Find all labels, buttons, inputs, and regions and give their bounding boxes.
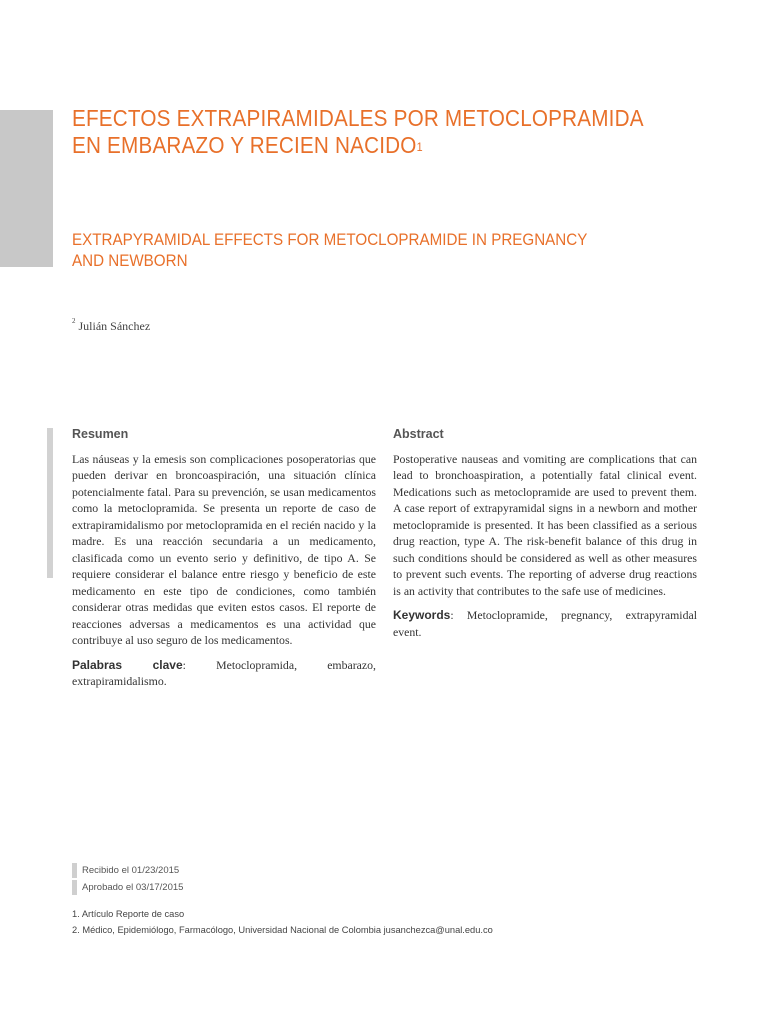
- title-spanish-text: EFECTOS EXTRAPIRAMIDALES POR METOCLOPRAMIDA EN EMBARAZO Y RECIEN NACIDO: [72, 105, 643, 158]
- received-date: Recibido el 01/23/2015: [72, 862, 183, 879]
- resumen-heading: Resumen: [72, 427, 129, 441]
- approved-date: Aprobado el 03/17/2015: [72, 879, 183, 896]
- abstract-body: Postoperative nauseas and vomiting are complications that can lead to bronchoaspiration, a potentially fatal clinical event. Medications such as metoclopramide are used to prevent them. A case report of extrapyramidal signs in a newborn and mother metoclopramide is presented. It has been classified as a serious drug reaction, type A. The risk-benefit balance of this drug in such conditions should be considered as well as other measures to prevent such events. The reporting of adverse drug reactions is an activity that contributes to the safe use of medicines.: [393, 451, 697, 598]
- footnotes: [72, 906, 493, 938]
- author-footnote-mark: 2: [72, 317, 76, 325]
- author-name: Julián Sánchez: [78, 319, 151, 333]
- author-line: [72, 319, 150, 334]
- keywords-text: : Metoclopramide, pregnancy, extrapyramidal event.: [393, 608, 697, 639]
- resumen-body: Las náuseas y la emesis son complicaciones posoperatorias que pueden derivar en broncoaspiración, una situación clínica potencialmente fatal. Para su prevención, se usan medicamentos como la metoclopramida. Se presenta un reporte de caso de extrapiramidalismo por metoclopramida en el recién nacido y la madre. Es una reacción secundaria a un medicamento, clasificada como un evento serio y definitivo, de tipo A. Se requiere considerar el balance entre riesgo y beneficio de este medicamento en este tipo de condiciones, como también considerar otras medidas que eviten estos casos. El reporte de reacciones adversas a medicamentos es una actividad que contribuye al uso seguro de los medicamentos.: [72, 451, 376, 647]
- title-footnote-mark: 1: [416, 140, 423, 154]
- column-marker: [47, 428, 53, 578]
- title-english: EXTRAPYRAMIDAL EFFECTS FOR METOCLOPRAMIDE IN PREGNANCY AND NEWBORN: [72, 231, 588, 270]
- keywords: [393, 607, 697, 640]
- abstract-section: [393, 426, 697, 640]
- title-spanish: [72, 105, 648, 159]
- palabras-clave-text: : Metoclopramida, embarazo, extrapiramidalismo.: [72, 657, 376, 688]
- palabras-clave-label: Palabras clave: [72, 657, 183, 672]
- footnote-1: 1. Artículo Reporte de caso: [72, 909, 185, 919]
- resumen-section: [72, 426, 376, 690]
- palabras-clave: [72, 657, 376, 690]
- keywords-label: Keywords: [393, 608, 451, 622]
- side-accent-bar: [0, 110, 53, 267]
- dates-block: [72, 862, 183, 896]
- footnote-2: 2. Médico, Epidemiólogo, Farmacólogo, Universidad Nacional de Colombia jusanchezca@unal.edu.co: [72, 925, 493, 935]
- abstract-heading: Abstract: [393, 427, 444, 441]
